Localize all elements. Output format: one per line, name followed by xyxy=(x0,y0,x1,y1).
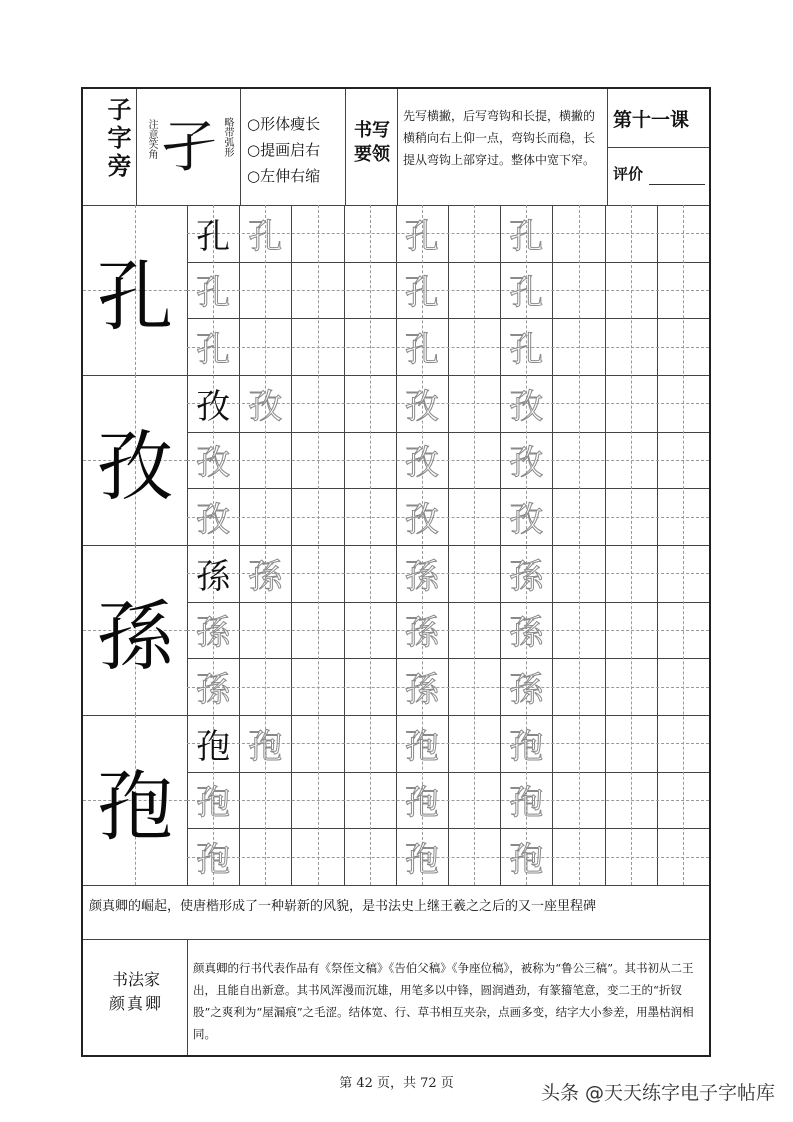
point-2: ○提画启右 xyxy=(247,141,321,159)
example-character: 孫 xyxy=(196,556,231,597)
practice-sheet xyxy=(81,87,711,1057)
trace-character: 孜 xyxy=(509,386,544,427)
calligrapher-name: 颜真卿 xyxy=(108,994,163,1013)
trace-character: 孜 xyxy=(404,500,439,541)
example-character: 孜 xyxy=(196,386,231,427)
model-character: 孢 xyxy=(97,761,173,851)
trace-character: 孔 xyxy=(196,273,231,314)
trace-character: 孢 xyxy=(509,840,544,881)
point-1: ○形体瘦长 xyxy=(247,115,321,133)
model-character: 孜 xyxy=(97,421,173,511)
trace-character: 孫 xyxy=(196,613,231,654)
evaluation-label: 评价 xyxy=(613,165,644,183)
trace-character: 孫 xyxy=(248,556,283,597)
trace-character: 孜 xyxy=(404,443,439,484)
trace-character: 孔 xyxy=(509,216,544,257)
key-text: 先写横撇，后写弯钩和长提，横撇的横稍向右上仰一点，弯钩长而稳，长提从弯钩上部穿过。整体中宽下窄。 xyxy=(403,109,596,167)
trace-character: 孫 xyxy=(509,613,544,654)
trace-character: 孫 xyxy=(509,670,544,711)
trace-character: 孢 xyxy=(404,783,439,824)
trace-character: 孢 xyxy=(509,726,544,767)
lesson-title: 第十一课 xyxy=(613,109,690,131)
trace-character: 孢 xyxy=(248,726,283,767)
calligrapher-bio: 颜真卿的行书代表作品有《祭侄文稿》《告伯父稿》《争座位稿》，被称为“鲁公三稿”。其书初从二王出，且能自出新意。其书风浑漫而沉雄，用笔多以中锋，圆润遒劲，有篆籀笔意，变二王的“折钗股”之爽利为“屋漏痕”之毛涩。结体宽、行、草书相互夹杂，点画多变，结字大小参差，用墨枯润相同。 xyxy=(193,961,694,1041)
example-character: 孔 xyxy=(196,216,231,257)
page-number: 第 42 页，共 72 页 xyxy=(339,1076,454,1091)
example-character: 孢 xyxy=(196,726,231,767)
quote-text: 颜真卿的崛起，使唐楷形成了一种崭新的风貌，是书法史上继王羲之之后的又一座里程碑 xyxy=(89,899,597,914)
trace-character: 孢 xyxy=(404,726,439,767)
practice-grid xyxy=(83,205,709,885)
trace-character: 孔 xyxy=(509,273,544,314)
note-right: 略带弧形 xyxy=(222,117,233,157)
trace-character: 孫 xyxy=(404,613,439,654)
trace-character: 孔 xyxy=(509,330,544,371)
trace-character: 孔 xyxy=(404,216,439,257)
radical-illustration: 孑 xyxy=(161,115,217,180)
trace-character: 孫 xyxy=(404,670,439,711)
trace-character: 孢 xyxy=(509,783,544,824)
watermark: 头条 @天天练字电子字帖库 xyxy=(540,1082,775,1104)
trace-character: 孔 xyxy=(404,273,439,314)
model-character: 孔 xyxy=(97,251,173,341)
note-left: 注意笑角 xyxy=(146,119,157,159)
trace-character: 孜 xyxy=(248,386,283,427)
trace-character: 孜 xyxy=(404,386,439,427)
trace-character: 孔 xyxy=(404,330,439,371)
point-3: ○左伸右缩 xyxy=(247,167,321,185)
trace-character: 孢 xyxy=(404,840,439,881)
calligrapher-label: 书法家 xyxy=(111,970,160,989)
key-points xyxy=(247,111,347,189)
trace-character: 孜 xyxy=(509,500,544,541)
trace-character: 孔 xyxy=(196,330,231,371)
key-label: 书写要领 xyxy=(354,120,390,165)
trace-character: 孔 xyxy=(248,216,283,257)
trace-character: 孜 xyxy=(196,500,231,541)
trace-character: 孜 xyxy=(509,443,544,484)
trace-character: 孫 xyxy=(196,670,231,711)
model-character: 孫 xyxy=(97,591,173,681)
trace-character: 孢 xyxy=(196,783,231,824)
radical-title: 子字旁 xyxy=(103,97,132,181)
trace-character: 孜 xyxy=(196,443,231,484)
trace-character: 孫 xyxy=(509,556,544,597)
trace-character: 孫 xyxy=(404,556,439,597)
trace-character: 孢 xyxy=(196,840,231,881)
